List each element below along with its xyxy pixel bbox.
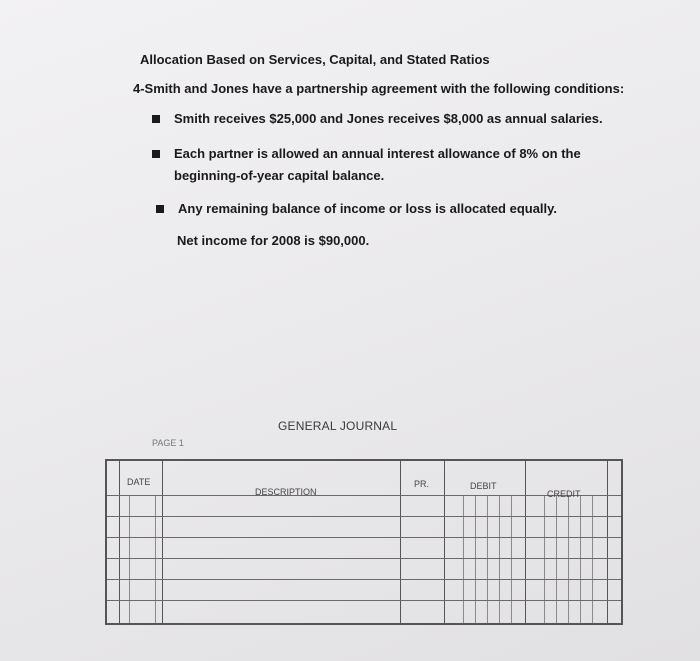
square-bullet-icon	[152, 115, 160, 123]
credit-digit-line	[580, 495, 581, 623]
date-column-header: DATE	[127, 477, 151, 487]
debit-column-header: DEBIT	[470, 481, 497, 491]
journal-row-line	[107, 558, 621, 559]
journal-title: GENERAL JOURNAL	[278, 419, 398, 433]
credit-column-divider	[607, 461, 608, 623]
condition-text: Each partner is allowed an annual interest allowance of 8% on the beginning-of-year capital balance.	[174, 146, 581, 183]
journal-row-line	[107, 600, 621, 601]
page-label: PAGE 1	[152, 438, 184, 448]
journal-row-line	[107, 537, 621, 538]
condition-text: Any remaining balance of income or loss is allocated equally.	[178, 201, 558, 216]
debit-digit-line	[511, 495, 512, 623]
credit-digit-line	[568, 495, 569, 623]
debit-digit-line	[463, 495, 464, 623]
journal-row-line	[107, 516, 621, 517]
condition-remaining	[156, 198, 557, 220]
pr-column-header: PR.	[414, 479, 430, 489]
journal-margin-line	[119, 461, 120, 623]
description-column-header: DESCRIPTION	[255, 487, 317, 497]
section-heading: Allocation Based on Services, Capital, and Stated Ratios	[140, 52, 490, 67]
general-journal-table	[105, 459, 623, 625]
net-income: Net income for 2008 is $90,000.	[177, 233, 370, 248]
problem-statement: 4-Smith and Jones have a partnership agreement with the following conditions:	[133, 81, 625, 96]
date-subcolumn-line	[129, 495, 130, 623]
date-subcolumn-line	[155, 495, 156, 623]
credit-digit-line	[544, 495, 545, 623]
square-bullet-icon	[156, 205, 164, 213]
condition-text: Smith receives $25,000 and Jones receives $8,000 as annual salaries.	[174, 111, 603, 126]
debit-digit-line	[499, 495, 500, 623]
debit-digit-line	[487, 495, 488, 623]
header-row-line	[107, 495, 621, 496]
debit-digit-line	[475, 495, 476, 623]
credit-digit-line	[556, 495, 557, 623]
square-bullet-icon	[152, 150, 160, 158]
credit-digit-line	[592, 495, 593, 623]
journal-row-line	[107, 579, 621, 580]
description-column-divider	[400, 461, 401, 623]
credit-column-header: CREDIT	[547, 489, 581, 499]
condition-interest	[152, 143, 602, 187]
debit-column-divider	[525, 461, 526, 623]
condition-salaries	[152, 108, 603, 130]
pr-column-divider	[444, 461, 445, 623]
date-column-divider	[162, 461, 163, 623]
